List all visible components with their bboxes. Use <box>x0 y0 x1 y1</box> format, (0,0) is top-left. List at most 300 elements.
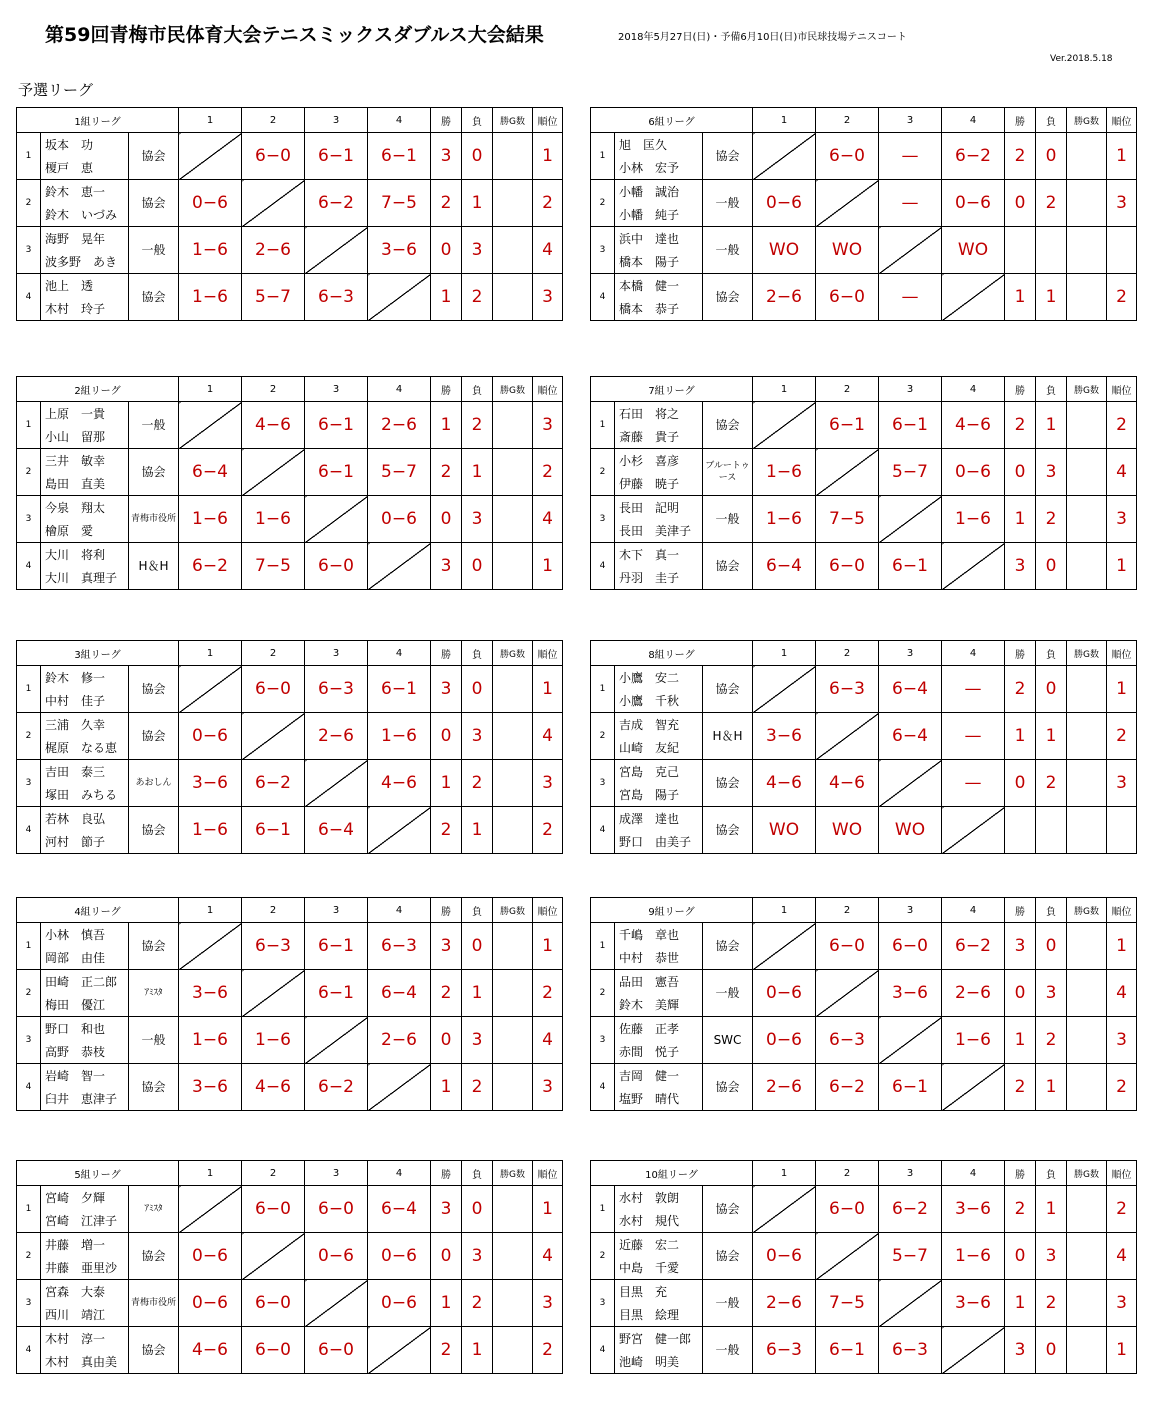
club-name: 一般 <box>703 227 753 274</box>
pair-number: 1 <box>591 1186 615 1233</box>
player-name: 三浦 久幸 <box>41 713 129 737</box>
player-name: 田崎 正二郎 <box>41 970 129 994</box>
score-cell: 2−6 <box>242 227 305 274</box>
rank-cell <box>1107 227 1137 274</box>
score-cell: 5−7 <box>368 449 431 496</box>
player-name: 塩野 晴代 <box>615 1087 703 1111</box>
pair-number: 4 <box>591 274 615 321</box>
col-header: 4 <box>942 108 1005 133</box>
loss-cell: 0 <box>1036 543 1067 590</box>
player-name: 赤間 悦子 <box>615 1040 703 1064</box>
score-cell: 1−6 <box>942 1233 1005 1280</box>
rank-header: 順位 <box>533 108 563 133</box>
games-cell <box>493 970 533 1017</box>
loss-header: 負 <box>1036 377 1067 402</box>
pair-number: 4 <box>591 807 615 854</box>
score-cell: 3−6 <box>879 970 942 1017</box>
player-name: 坂本 功 <box>41 133 129 157</box>
diagonal-cell <box>179 133 242 180</box>
score-cell: 6−1 <box>816 402 879 449</box>
score-cell: 1−6 <box>179 274 242 321</box>
rank-header: 順位 <box>1107 1161 1137 1186</box>
score-cell: 1−6 <box>179 807 242 854</box>
pair-number: 1 <box>17 666 41 713</box>
col-header: 1 <box>753 108 816 133</box>
loss-cell: 1 <box>1036 1064 1067 1111</box>
score-cell: 6−1 <box>816 1327 879 1374</box>
win-cell: 0 <box>431 713 462 760</box>
score-cell: 3−6 <box>753 713 816 760</box>
games-header: 勝G数 <box>493 898 533 923</box>
player-name: 井藤 亜里沙 <box>41 1256 129 1280</box>
player-name: 吉岡 健一 <box>615 1064 703 1088</box>
diagonal-cell <box>753 666 816 713</box>
loss-cell: 2 <box>462 1280 493 1327</box>
col-header: 2 <box>242 108 305 133</box>
score-cell: 0−6 <box>753 180 816 227</box>
score-cell: 1−6 <box>942 496 1005 543</box>
col-header: 4 <box>368 641 431 666</box>
score-cell: 6−0 <box>305 1186 368 1233</box>
rank-cell: 1 <box>533 666 563 713</box>
league-name: 1組リーグ <box>17 108 179 133</box>
loss-cell: 3 <box>1036 970 1067 1017</box>
games-cell <box>1067 496 1107 543</box>
club-name: 協会 <box>703 1233 753 1280</box>
score-cell: 6−4 <box>879 713 942 760</box>
pair-number: 2 <box>17 970 41 1017</box>
score-cell: 6−0 <box>242 1327 305 1374</box>
pair-number: 1 <box>591 133 615 180</box>
rank-cell: 1 <box>533 1186 563 1233</box>
win-cell: 1 <box>431 402 462 449</box>
player-name: 鈴木 修一 <box>41 666 129 690</box>
win-cell: 0 <box>1005 1233 1036 1280</box>
diagonal-cell <box>368 543 431 590</box>
diagonal-cell <box>368 1327 431 1374</box>
pair-number: 4 <box>17 543 41 590</box>
win-cell: 2 <box>1005 1064 1036 1111</box>
games-cell <box>1067 1017 1107 1064</box>
win-cell: 1 <box>431 760 462 807</box>
rank-cell: 1 <box>1107 666 1137 713</box>
rank-cell: 4 <box>533 496 563 543</box>
player-name: 小鷹 安二 <box>615 666 703 690</box>
player-name: 水村 敦朗 <box>615 1186 703 1210</box>
pair-number: 1 <box>591 402 615 449</box>
score-cell: 6−2 <box>942 133 1005 180</box>
score-cell: 6−2 <box>305 180 368 227</box>
games-cell <box>493 760 533 807</box>
player-name: 木下 真一 <box>615 543 703 567</box>
club-name: 協会 <box>129 713 179 760</box>
club-name: 一般 <box>703 180 753 227</box>
score-cell: 4−6 <box>816 760 879 807</box>
win-header: 勝 <box>431 377 462 402</box>
win-cell: 3 <box>1005 923 1036 970</box>
loss-cell: 1 <box>1036 402 1067 449</box>
games-header: 勝G数 <box>1067 377 1107 402</box>
rank-cell: 2 <box>1107 713 1137 760</box>
score-cell: 6−0 <box>816 543 879 590</box>
loss-cell: 2 <box>462 1064 493 1111</box>
player-name: 池崎 明美 <box>615 1350 703 1374</box>
rank-header: 順位 <box>1107 641 1137 666</box>
score-cell: 6−4 <box>305 807 368 854</box>
club-name: 一般 <box>703 970 753 1017</box>
score-cell: 5−7 <box>879 1233 942 1280</box>
score-cell: WO <box>753 807 816 854</box>
club-name: 協会 <box>703 133 753 180</box>
col-header: 4 <box>368 377 431 402</box>
diagonal-cell <box>242 713 305 760</box>
club-name: 協会 <box>703 274 753 321</box>
games-cell <box>1067 970 1107 1017</box>
score-cell: 4−6 <box>242 1064 305 1111</box>
league-table <box>16 640 563 854</box>
loss-cell: 0 <box>1036 1327 1067 1374</box>
loss-cell: 2 <box>1036 496 1067 543</box>
club-name: 協会 <box>129 1327 179 1374</box>
score-cell: 2−6 <box>305 713 368 760</box>
diagonal-cell <box>753 402 816 449</box>
player-name: 旭 匡久 <box>615 133 703 157</box>
player-name: 佐藤 正孝 <box>615 1017 703 1041</box>
score-cell: 4−6 <box>942 402 1005 449</box>
win-cell: 2 <box>1005 402 1036 449</box>
score-cell: 0−6 <box>179 180 242 227</box>
diagonal-cell <box>942 807 1005 854</box>
games-cell <box>1067 760 1107 807</box>
rank-cell: 3 <box>533 1280 563 1327</box>
player-name: 吉成 智充 <box>615 713 703 737</box>
loss-cell: 2 <box>1036 180 1067 227</box>
win-header: 勝 <box>431 641 462 666</box>
rank-cell: 4 <box>1107 970 1137 1017</box>
win-cell: 1 <box>431 274 462 321</box>
pair-number: 2 <box>591 970 615 1017</box>
pair-number: 4 <box>17 274 41 321</box>
pair-number: 2 <box>17 1233 41 1280</box>
club-name: ｱﾐｽﾀ <box>129 1186 179 1233</box>
pair-number: 4 <box>17 1327 41 1374</box>
games-cell <box>1067 402 1107 449</box>
club-name: 一般 <box>703 1280 753 1327</box>
player-name: 宮崎 夕輝 <box>41 1186 129 1210</box>
player-name: 西川 靖江 <box>41 1303 129 1327</box>
player-name: 鈴木 いづみ <box>41 203 129 227</box>
score-cell: 6−0 <box>242 666 305 713</box>
win-cell: 0 <box>431 227 462 274</box>
diagonal-cell <box>816 970 879 1017</box>
score-cell: 1−6 <box>242 1017 305 1064</box>
score-cell: 6−4 <box>753 543 816 590</box>
player-name: 宮島 陽子 <box>615 783 703 807</box>
score-cell: 6−1 <box>879 543 942 590</box>
club-name: H＆H <box>703 713 753 760</box>
rank-cell: 2 <box>533 180 563 227</box>
games-cell <box>493 713 533 760</box>
win-cell: 0 <box>1005 449 1036 496</box>
score-cell: 2−6 <box>753 274 816 321</box>
rank-cell: 2 <box>533 1327 563 1374</box>
league-name: 7組リーグ <box>591 377 753 402</box>
games-cell <box>1067 1327 1107 1374</box>
score-cell: 6−3 <box>879 1327 942 1374</box>
win-cell: 3 <box>431 133 462 180</box>
score-cell: 0−6 <box>305 1233 368 1280</box>
score-cell: 6−1 <box>305 133 368 180</box>
games-cell <box>493 449 533 496</box>
rank-cell: 1 <box>533 133 563 180</box>
games-header: 勝G数 <box>1067 1161 1107 1186</box>
score-cell: — <box>879 133 942 180</box>
col-header: 2 <box>816 898 879 923</box>
score-cell: 6−1 <box>305 402 368 449</box>
player-name: 目黒 充 <box>615 1280 703 1304</box>
diagonal-cell <box>942 1327 1005 1374</box>
player-name: 高野 恭枝 <box>41 1040 129 1064</box>
player-name: 中村 恭世 <box>615 946 703 970</box>
loss-cell: 1 <box>462 807 493 854</box>
league-table <box>16 1160 563 1374</box>
league-name: 5組リーグ <box>17 1161 179 1186</box>
player-name: 大川 真理子 <box>41 566 129 590</box>
diagonal-cell <box>368 807 431 854</box>
win-cell: 2 <box>431 180 462 227</box>
win-cell: 1 <box>431 1064 462 1111</box>
rank-cell: 3 <box>1107 1280 1137 1327</box>
club-name: 協会 <box>129 807 179 854</box>
league-name: 6組リーグ <box>591 108 753 133</box>
rank-cell: 4 <box>533 1233 563 1280</box>
rank-cell: 2 <box>533 449 563 496</box>
score-cell: 6−1 <box>879 1064 942 1111</box>
win-header: 勝 <box>1005 898 1036 923</box>
loss-header: 負 <box>462 898 493 923</box>
score-cell: 6−2 <box>879 1186 942 1233</box>
games-header: 勝G数 <box>493 641 533 666</box>
rank-cell: 1 <box>1107 543 1137 590</box>
col-header: 1 <box>753 641 816 666</box>
diagonal-cell <box>879 760 942 807</box>
diagonal-cell <box>305 496 368 543</box>
loss-header: 負 <box>1036 641 1067 666</box>
games-cell <box>493 543 533 590</box>
club-name: 青梅市役所 <box>129 496 179 543</box>
player-name: 小林 宏予 <box>615 156 703 180</box>
club-name: あおしん <box>129 760 179 807</box>
rank-cell: 1 <box>533 543 563 590</box>
games-cell <box>493 402 533 449</box>
score-cell: 6−1 <box>242 807 305 854</box>
games-cell <box>1067 227 1107 274</box>
diagonal-cell <box>942 543 1005 590</box>
diagonal-cell <box>305 1280 368 1327</box>
player-name: 宮森 大泰 <box>41 1280 129 1304</box>
club-name: 協会 <box>129 666 179 713</box>
score-cell: 6−3 <box>305 274 368 321</box>
player-name: 岩崎 智一 <box>41 1064 129 1088</box>
win-header: 勝 <box>1005 641 1036 666</box>
player-name: 宮崎 江津子 <box>41 1209 129 1233</box>
score-cell: 5−7 <box>879 449 942 496</box>
rank-cell: 3 <box>1107 760 1137 807</box>
player-name: 長田 記明 <box>615 496 703 520</box>
score-cell: 0−6 <box>753 1233 816 1280</box>
win-cell: 2 <box>431 1327 462 1374</box>
score-cell: 5−7 <box>242 274 305 321</box>
games-cell <box>1067 923 1107 970</box>
pair-number: 3 <box>591 1280 615 1327</box>
rank-cell: 1 <box>1107 923 1137 970</box>
player-name: 鈴木 美輝 <box>615 993 703 1017</box>
diagonal-cell <box>816 449 879 496</box>
rank-cell: 4 <box>533 227 563 274</box>
score-cell: 6−0 <box>816 923 879 970</box>
loss-cell: 3 <box>462 227 493 274</box>
player-name: 岡部 由佳 <box>41 946 129 970</box>
league-name: 2組リーグ <box>17 377 179 402</box>
pair-number: 4 <box>591 1064 615 1111</box>
club-name: 協会 <box>703 923 753 970</box>
loss-cell <box>1036 807 1067 854</box>
player-name: 浜中 達也 <box>615 227 703 251</box>
loss-cell: 0 <box>462 543 493 590</box>
score-cell: 1−6 <box>942 1017 1005 1064</box>
loss-cell: 2 <box>1036 1017 1067 1064</box>
diagonal-cell <box>816 713 879 760</box>
score-cell: 6−3 <box>753 1327 816 1374</box>
diagonal-cell <box>753 133 816 180</box>
win-cell: 1 <box>1005 496 1036 543</box>
score-cell: 6−4 <box>879 666 942 713</box>
league-name: 9組リーグ <box>591 898 753 923</box>
pair-number: 3 <box>591 496 615 543</box>
league-name: 4組リーグ <box>17 898 179 923</box>
win-cell <box>1005 227 1036 274</box>
win-cell: 3 <box>431 666 462 713</box>
player-name: 野口 由美子 <box>615 830 703 854</box>
player-name: 宮島 克己 <box>615 760 703 784</box>
games-cell <box>1067 1233 1107 1280</box>
player-name: 中村 佳子 <box>41 689 129 713</box>
win-cell: 0 <box>431 1233 462 1280</box>
col-header: 2 <box>816 641 879 666</box>
pair-number: 2 <box>591 713 615 760</box>
score-cell: 0−6 <box>179 713 242 760</box>
player-name: 山崎 友紀 <box>615 736 703 760</box>
score-cell: 3−6 <box>942 1280 1005 1327</box>
diagonal-cell <box>179 666 242 713</box>
col-header: 4 <box>942 1161 1005 1186</box>
club-name: 協会 <box>129 180 179 227</box>
score-cell: 6−0 <box>879 923 942 970</box>
win-cell: 3 <box>431 543 462 590</box>
loss-cell: 2 <box>462 402 493 449</box>
diagonal-cell <box>879 227 942 274</box>
loss-cell: 1 <box>462 180 493 227</box>
score-cell: 6−4 <box>368 970 431 1017</box>
league-table <box>16 897 563 1111</box>
col-header: 2 <box>242 641 305 666</box>
pair-number: 3 <box>17 1280 41 1327</box>
player-name: 吉田 泰三 <box>41 760 129 784</box>
games-cell <box>1067 713 1107 760</box>
player-name: 河村 節子 <box>41 830 129 854</box>
games-cell <box>1067 1186 1107 1233</box>
player-name: 橋本 陽子 <box>615 250 703 274</box>
win-header: 勝 <box>1005 377 1036 402</box>
league-table <box>590 376 1137 590</box>
score-cell: 6−4 <box>179 449 242 496</box>
loss-cell: 1 <box>1036 274 1067 321</box>
pair-number: 2 <box>17 449 41 496</box>
pair-number: 1 <box>591 666 615 713</box>
loss-header: 負 <box>462 377 493 402</box>
games-header: 勝G数 <box>1067 641 1107 666</box>
score-cell: 6−2 <box>816 1064 879 1111</box>
club-name: 協会 <box>129 1233 179 1280</box>
score-cell: 6−3 <box>816 666 879 713</box>
player-name: 野口 和也 <box>41 1017 129 1041</box>
col-header: 4 <box>942 377 1005 402</box>
pair-number: 3 <box>17 1017 41 1064</box>
diagonal-cell <box>879 496 942 543</box>
club-name: H＆H <box>129 543 179 590</box>
score-cell: — <box>879 180 942 227</box>
rank-cell: 3 <box>1107 496 1137 543</box>
loss-cell: 1 <box>462 449 493 496</box>
col-header: 2 <box>242 898 305 923</box>
player-name: 木村 淳一 <box>41 1327 129 1351</box>
pair-number: 1 <box>17 133 41 180</box>
win-cell: 2 <box>431 807 462 854</box>
score-cell: WO <box>942 227 1005 274</box>
score-cell: 6−3 <box>816 1017 879 1064</box>
score-cell: 4−6 <box>179 1327 242 1374</box>
club-name: 協会 <box>703 807 753 854</box>
win-cell: 2 <box>1005 133 1036 180</box>
score-cell: 3−6 <box>942 1186 1005 1233</box>
score-cell: 1−6 <box>179 1017 242 1064</box>
loss-cell: 1 <box>1036 713 1067 760</box>
score-cell: 6−2 <box>305 1064 368 1111</box>
loss-cell: 0 <box>1036 133 1067 180</box>
league-name: 8組リーグ <box>591 641 753 666</box>
player-name: 小幡 純子 <box>615 203 703 227</box>
rank-cell: 1 <box>1107 133 1137 180</box>
games-cell <box>493 496 533 543</box>
loss-header: 負 <box>462 641 493 666</box>
league-table <box>590 107 1137 321</box>
diagonal-cell <box>305 227 368 274</box>
col-header: 3 <box>305 641 368 666</box>
player-name: 橋本 恭子 <box>615 297 703 321</box>
pair-number: 2 <box>591 449 615 496</box>
win-header: 勝 <box>431 108 462 133</box>
player-name: 野宮 健一郎 <box>615 1327 703 1351</box>
win-cell: 2 <box>1005 666 1036 713</box>
loss-cell: 2 <box>462 274 493 321</box>
pair-number: 2 <box>17 713 41 760</box>
win-cell: 0 <box>431 496 462 543</box>
win-header: 勝 <box>431 898 462 923</box>
rank-cell: 4 <box>533 713 563 760</box>
col-header: 1 <box>753 1161 816 1186</box>
col-header: 4 <box>368 898 431 923</box>
pair-number: 4 <box>17 807 41 854</box>
